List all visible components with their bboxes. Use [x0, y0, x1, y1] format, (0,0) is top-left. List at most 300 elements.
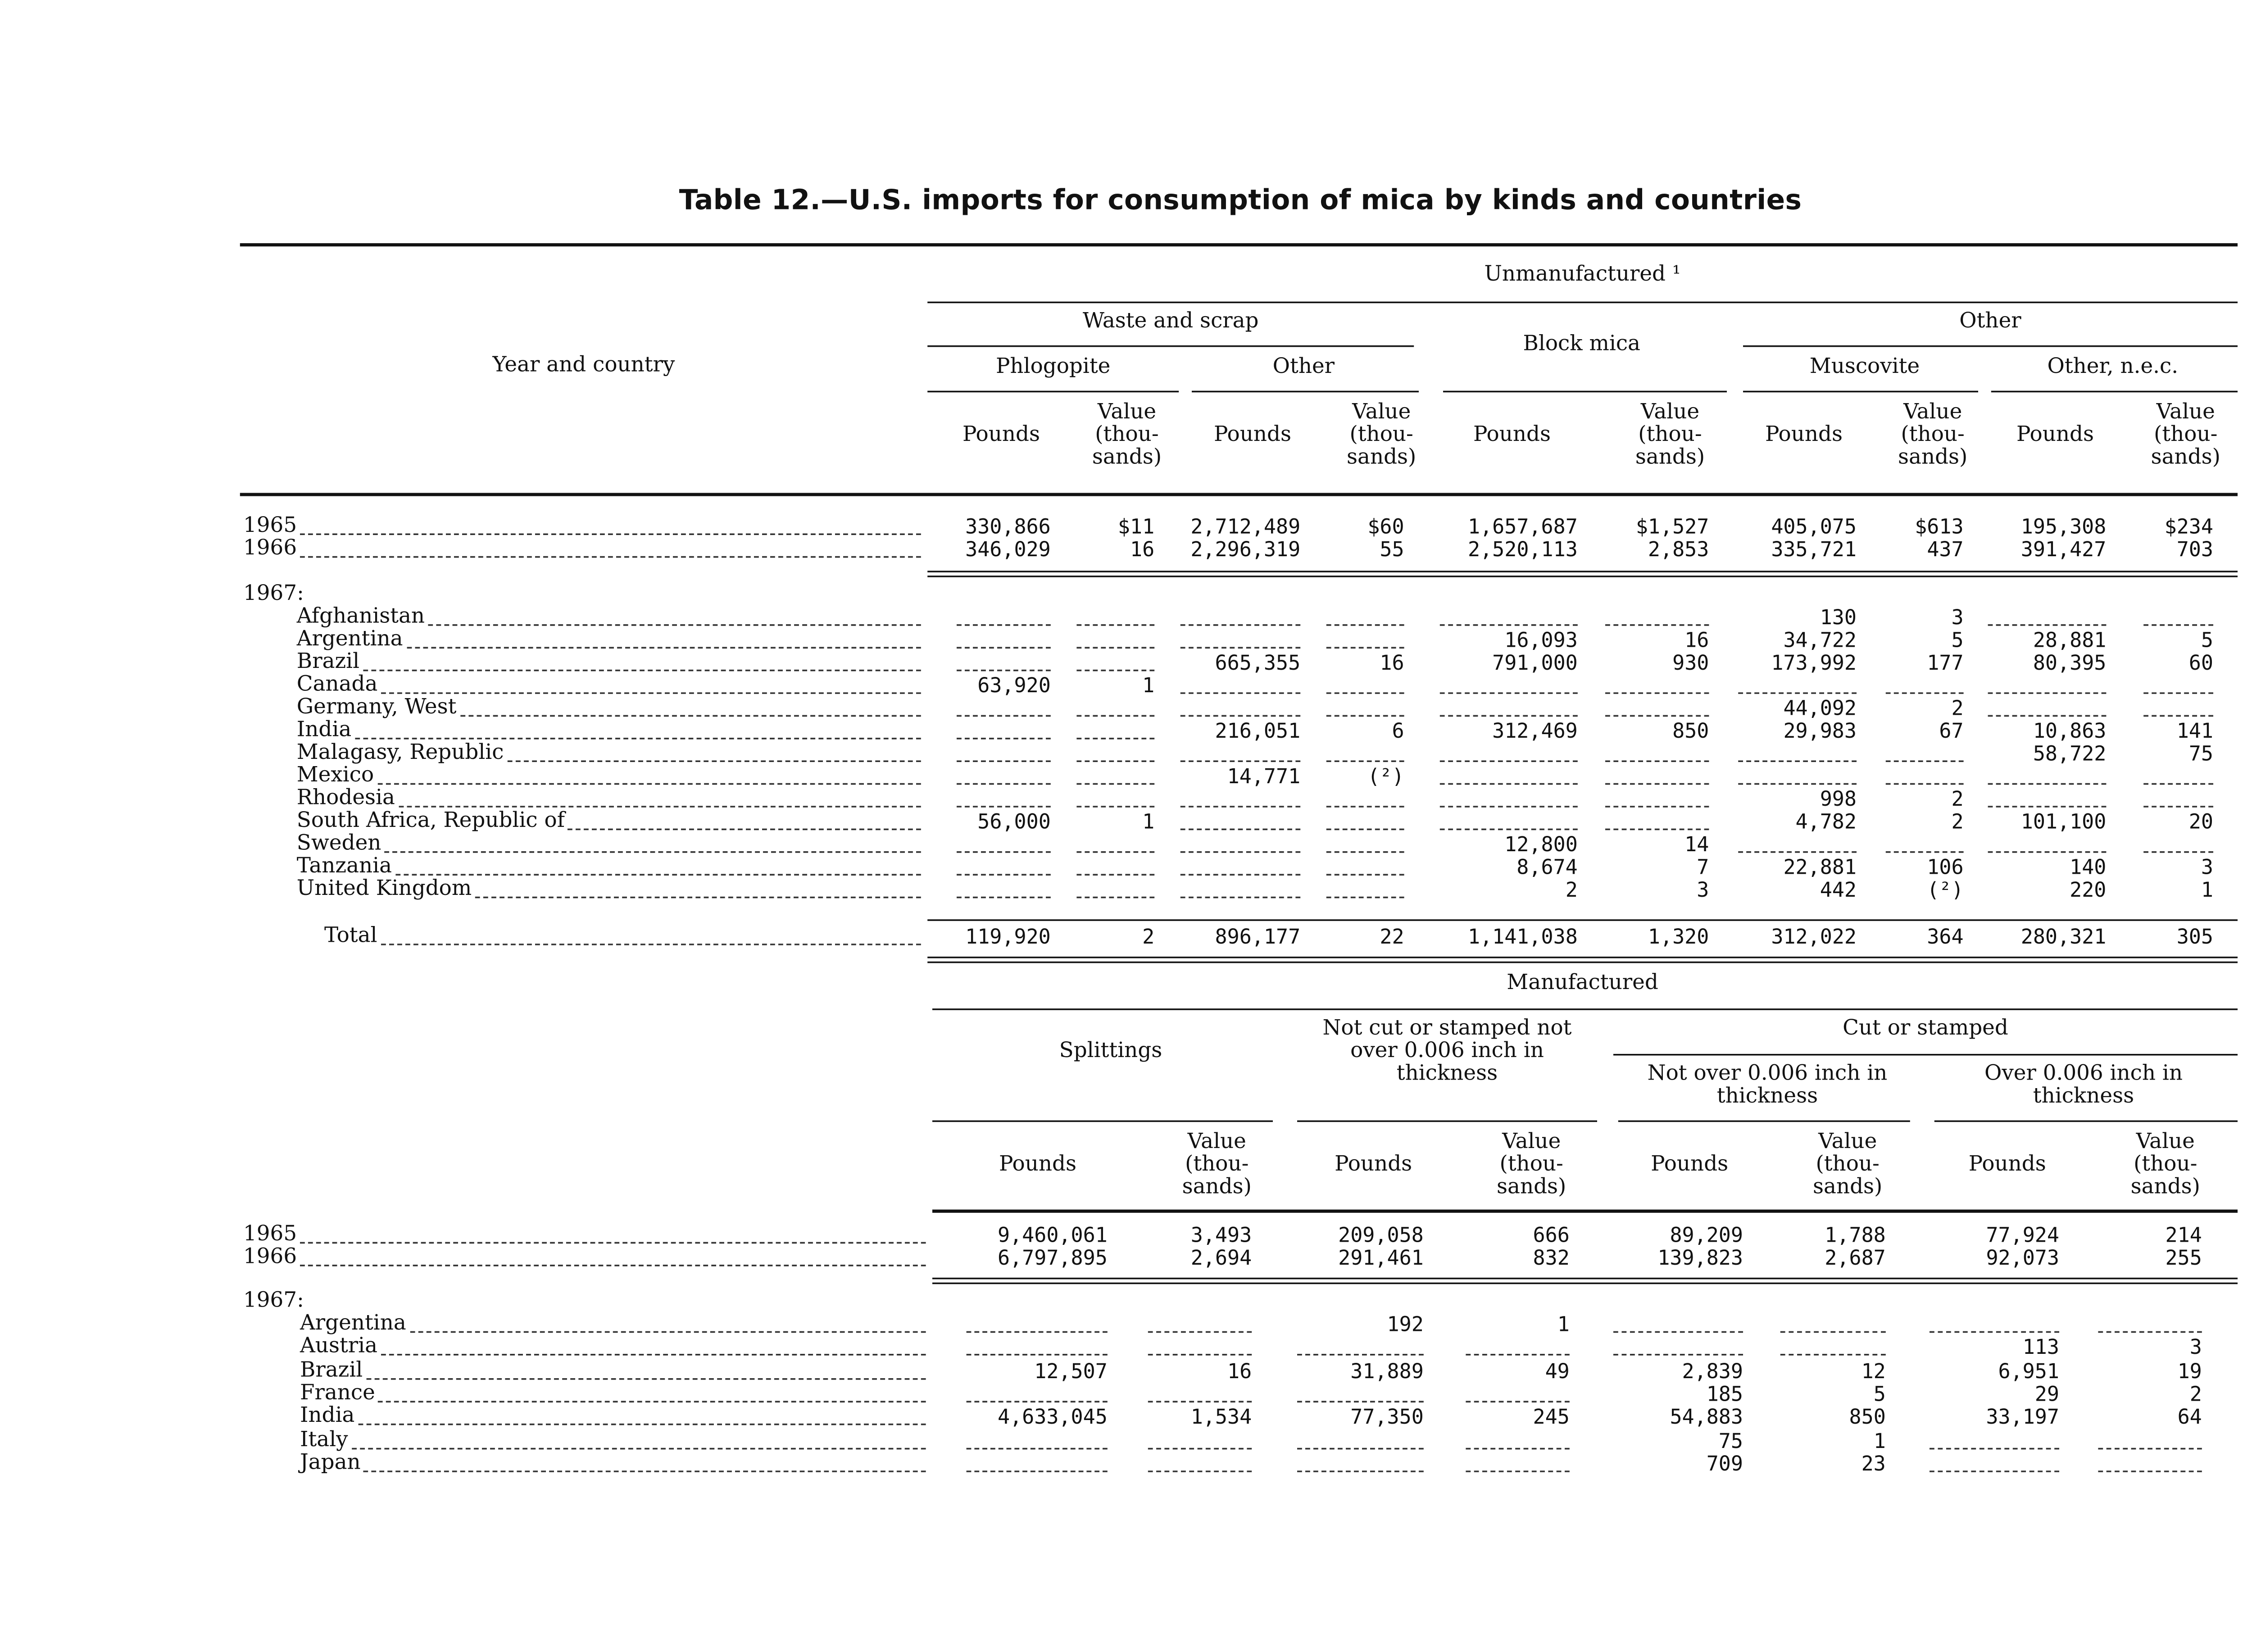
empty-cell-dashes: [957, 897, 1051, 899]
rule: [932, 1121, 1273, 1122]
table-cell: 832: [1533, 1245, 1570, 1270]
empty-cell-dashes: [1297, 1447, 1424, 1449]
table-cell: 12,507: [1034, 1358, 1108, 1383]
table-cell: 5: [2201, 627, 2213, 652]
rule: [932, 1210, 2238, 1213]
empty-cell-dashes: [1076, 897, 1154, 899]
table-cell: 437: [1927, 536, 1964, 561]
table-cell: 31,889: [1350, 1358, 1424, 1383]
header-over: Over 0.006 inch in thickness: [1984, 1062, 2183, 1109]
table-cell: 29,983: [1783, 718, 1857, 743]
table-cell: (²): [1927, 877, 1964, 902]
table-cell: 16: [1130, 536, 1155, 561]
empty-cell-dashes: [1780, 1331, 1886, 1333]
table-cell: 119,920: [965, 924, 1051, 949]
empty-cell-dashes: [2098, 1447, 2202, 1449]
table-cell: 2: [1142, 924, 1155, 949]
table-cell: 220: [2070, 877, 2107, 902]
table-cell: 330,866: [965, 514, 1051, 539]
table-cell: 80,395: [2033, 650, 2107, 675]
table-cell: 2,296,319: [1190, 536, 1301, 561]
table-cell: 896,177: [1215, 924, 1301, 949]
table-cell: 16: [1380, 650, 1404, 675]
table-cell: 54,883: [1670, 1404, 1743, 1429]
header-value: Value (thou- sands): [1182, 1130, 1252, 1200]
empty-cell-dashes: [1326, 851, 1404, 853]
leader-dots: [508, 760, 921, 762]
empty-cell-dashes: [957, 806, 1051, 808]
empty-cell-dashes: [967, 1447, 1108, 1449]
table-cell: 6: [1392, 718, 1404, 743]
empty-cell-dashes: [1440, 806, 1578, 808]
table-cell: 5: [1951, 627, 1964, 652]
table-cell: 442: [1820, 877, 1857, 902]
table-cell: 1: [1142, 809, 1155, 834]
header-unmanufactured: Unmanufactured ¹: [1484, 263, 1681, 287]
empty-cell-dashes: [1466, 1401, 1569, 1402]
table-cell: 12: [1861, 1358, 1886, 1383]
header-muscovite: Muscovite: [1809, 355, 1920, 380]
table-cell: 2,694: [1190, 1245, 1252, 1270]
empty-cell-dashes: [1326, 874, 1404, 876]
empty-cell-dashes: [2098, 1470, 2202, 1472]
table-cell: 4,782: [1795, 809, 1857, 834]
table-cell: 245: [1533, 1404, 1570, 1429]
table-cell: 291,461: [1338, 1245, 1424, 1270]
empty-cell-dashes: [1148, 1470, 1252, 1472]
empty-cell-dashes: [1886, 783, 1964, 785]
table-cell: 19: [2177, 1358, 2202, 1383]
empty-cell-dashes: [1440, 760, 1578, 762]
rule: [1743, 345, 2238, 347]
empty-cell-dashes: [1988, 783, 2107, 785]
empty-cell-dashes: [1440, 692, 1578, 694]
country-row-label: India: [300, 1404, 355, 1429]
double-rule: [932, 1278, 2238, 1284]
table-cell: 1,141,038: [1467, 924, 1578, 949]
empty-cell-dashes: [967, 1354, 1108, 1356]
empty-cell-dashes: [1180, 897, 1300, 899]
country-row-label: Sweden: [296, 831, 381, 856]
empty-cell-dashes: [1180, 624, 1300, 626]
empty-cell-dashes: [1930, 1447, 2059, 1449]
empty-cell-dashes: [1076, 760, 1154, 762]
top-rule: [240, 243, 2238, 246]
table-cell: 92,073: [1986, 1245, 2059, 1270]
header-not-over: Not over 0.006 inch in thickness: [1647, 1062, 1888, 1109]
table-cell: 44,092: [1783, 695, 1857, 720]
table-cell: 312,469: [1492, 718, 1578, 743]
header-value: Value (thou- sands): [2130, 1130, 2200, 1200]
table-cell: 6,951: [1998, 1358, 2059, 1383]
table-cell: 7: [1697, 854, 1709, 879]
empty-cell-dashes: [2143, 783, 2213, 785]
empty-cell-dashes: [2143, 692, 2213, 694]
country-row-label: Germany, West: [296, 695, 457, 720]
table-cell: 192: [1387, 1312, 1424, 1336]
empty-cell-dashes: [1440, 715, 1578, 717]
header-value: Value (thou- sands): [1813, 1130, 1883, 1200]
empty-cell-dashes: [2143, 624, 2213, 626]
table-cell: 101,100: [2020, 809, 2107, 834]
empty-cell-dashes: [1930, 1331, 2059, 1333]
header-pounds: Pounds: [1213, 423, 1292, 448]
header-other-nec: Other, n.e.c.: [2047, 355, 2179, 380]
table-cell: 335,721: [1771, 536, 1857, 561]
table-cell: 4,633,045: [997, 1404, 1108, 1429]
table-cell: 1: [1873, 1427, 1886, 1452]
leader-dots: [367, 1378, 926, 1380]
header-pounds: Pounds: [1651, 1153, 1729, 1177]
empty-cell-dashes: [1466, 1354, 1569, 1356]
rule: [1613, 1054, 2238, 1056]
empty-cell-dashes: [1780, 1354, 1886, 1356]
total-row-label: Total: [324, 924, 377, 949]
header-manufactured: Manufactured: [1507, 971, 1658, 996]
country-row-label: France: [300, 1381, 375, 1406]
table-cell: 185: [1706, 1381, 1743, 1406]
header-pounds: Pounds: [1473, 423, 1551, 448]
table-cell: 28,881: [2033, 627, 2107, 652]
empty-cell-dashes: [1180, 829, 1300, 831]
rule: [1934, 1121, 2238, 1122]
table-cell: 49: [1545, 1358, 1570, 1383]
table-cell: 12,800: [1504, 831, 1578, 856]
table-cell: 106: [1927, 854, 1964, 879]
empty-cell-dashes: [1988, 715, 2107, 717]
empty-cell-dashes: [1148, 1354, 1252, 1356]
empty-cell-dashes: [1613, 1354, 1743, 1356]
header-year-and-country: Year and country: [492, 353, 675, 378]
country-row-label: Brazil: [296, 650, 360, 675]
empty-cell-dashes: [1613, 1331, 1743, 1333]
year-1967-heading: 1967:: [243, 582, 304, 607]
table-cell: 22: [1380, 924, 1404, 949]
leader-dots: [381, 692, 921, 694]
table-cell: 364: [1927, 924, 1964, 949]
table-title: Table 12.—U.S. imports for consumption of mica by kinds and countries: [679, 185, 1802, 218]
leader-dots: [300, 556, 921, 558]
table-cell: 3: [1951, 604, 1964, 629]
year-row-label: 1966: [243, 536, 297, 561]
table-cell: $60: [1367, 514, 1404, 539]
table-cell: $613: [1915, 514, 1964, 539]
empty-cell-dashes: [957, 874, 1051, 876]
table-cell: 2: [2189, 1381, 2202, 1406]
empty-cell-dashes: [1076, 624, 1154, 626]
country-row-label: Afghanistan: [296, 604, 425, 629]
header-pounds: Pounds: [962, 423, 1040, 448]
year-row-label: 1966: [243, 1245, 297, 1270]
header-block-mica: Block mica: [1523, 332, 1641, 357]
table-cell: 113: [2022, 1334, 2059, 1359]
header-value: Value (thou- sands): [2151, 400, 2220, 470]
rule: [1297, 1121, 1597, 1122]
table-cell: 67: [1939, 718, 1964, 743]
double-rule: [927, 957, 2238, 963]
header-value: Value (thou- sands): [1497, 1130, 1566, 1200]
empty-cell-dashes: [1605, 760, 1709, 762]
table-cell: 1,657,687: [1467, 514, 1578, 539]
table-cell: 2,712,489: [1190, 514, 1301, 539]
table-cell: 10,863: [2033, 718, 2107, 743]
leader-dots: [410, 1331, 926, 1333]
empty-cell-dashes: [1326, 897, 1404, 899]
empty-cell-dashes: [1440, 829, 1578, 831]
leader-dots: [355, 738, 921, 740]
year-row-label: 1965: [243, 1222, 297, 1247]
empty-cell-dashes: [1180, 692, 1300, 694]
country-row-label: Italy: [300, 1427, 348, 1452]
table-cell: 89,209: [1670, 1222, 1743, 1247]
table-cell: 214: [2165, 1222, 2202, 1247]
empty-cell-dashes: [1466, 1447, 1569, 1449]
leader-dots: [378, 1401, 926, 1402]
table-cell: 77,350: [1350, 1404, 1424, 1429]
header-not-cut-or-stamped: Not cut or stamped not over 0.006 inch in thickness: [1322, 1017, 1572, 1086]
empty-cell-dashes: [1326, 647, 1404, 649]
table-cell: 1: [1142, 673, 1155, 697]
empty-cell-dashes: [1738, 692, 1857, 694]
table-cell: 20: [2188, 809, 2213, 834]
table-cell: 16: [1227, 1358, 1252, 1383]
table-cell: 63,920: [977, 673, 1051, 697]
table-cell: 3: [2201, 854, 2213, 879]
empty-cell-dashes: [1988, 851, 2107, 853]
table-cell: 177: [1927, 650, 1964, 675]
table-cell: 14: [1684, 831, 1709, 856]
header-pounds: Pounds: [1335, 1153, 1412, 1177]
empty-cell-dashes: [1180, 806, 1300, 808]
rule: [1743, 391, 1978, 393]
table-cell: 2: [1951, 695, 1964, 720]
table-cell: 930: [1672, 650, 1709, 675]
leader-dots: [300, 1242, 926, 1244]
table-cell: 666: [1533, 1222, 1570, 1247]
table-cell: 56,000: [977, 809, 1051, 834]
leader-dots: [352, 1447, 926, 1449]
empty-cell-dashes: [2143, 806, 2213, 808]
table-cell: 34,722: [1783, 627, 1857, 652]
table-cell: 209,058: [1338, 1222, 1424, 1247]
table-cell: 346,029: [965, 536, 1051, 561]
empty-cell-dashes: [1605, 692, 1709, 694]
table-cell: 998: [1820, 786, 1857, 811]
empty-cell-dashes: [1326, 806, 1404, 808]
total-rule: [927, 919, 2238, 921]
empty-cell-dashes: [1297, 1354, 1424, 1356]
table-cell: 2,839: [1682, 1358, 1743, 1383]
empty-cell-dashes: [1326, 692, 1404, 694]
header-value: Value (thou- sands): [1092, 400, 1162, 470]
table-cell: 16: [1684, 627, 1709, 652]
table-cell: 5: [1873, 1381, 1886, 1406]
empty-cell-dashes: [967, 1401, 1108, 1402]
empty-cell-dashes: [1180, 647, 1300, 649]
empty-cell-dashes: [1326, 715, 1404, 717]
table-cell: 216,051: [1215, 718, 1301, 743]
rule: [927, 302, 2238, 304]
empty-cell-dashes: [1148, 1447, 1252, 1449]
empty-cell-dashes: [1076, 851, 1154, 853]
empty-cell-dashes: [1326, 829, 1404, 831]
table-cell: 75: [2188, 741, 2213, 766]
table-cell: 23: [1861, 1451, 1886, 1475]
table-cell: 2,687: [1825, 1245, 1886, 1270]
table-cell: 3: [1697, 877, 1709, 902]
empty-cell-dashes: [1605, 783, 1709, 785]
leader-dots: [363, 1470, 926, 1472]
table-cell: 195,308: [2020, 514, 2107, 539]
empty-cell-dashes: [957, 624, 1051, 626]
table-cell: 173,992: [1771, 650, 1857, 675]
table-cell: 2,853: [1648, 536, 1709, 561]
country-row-label: United Kingdom: [296, 877, 472, 902]
table-cell: 2: [1951, 809, 1964, 834]
rule: [1618, 1121, 1910, 1122]
table-cell: 3: [2189, 1334, 2202, 1359]
leader-dots: [300, 1265, 926, 1266]
empty-cell-dashes: [1297, 1401, 1424, 1402]
table-cell: 29: [2034, 1381, 2059, 1406]
table-cell: 1,320: [1648, 924, 1709, 949]
table-cell: 709: [1706, 1451, 1743, 1475]
table-cell: 703: [2176, 536, 2213, 561]
leader-dots: [381, 1354, 926, 1356]
empty-cell-dashes: [1297, 1470, 1424, 1472]
empty-cell-dashes: [1326, 760, 1404, 762]
empty-cell-dashes: [1076, 647, 1154, 649]
table-cell: 791,000: [1492, 650, 1578, 675]
empty-cell-dashes: [2098, 1331, 2202, 1333]
table-cell: 1,534: [1190, 1404, 1252, 1429]
table-cell: $234: [2164, 514, 2213, 539]
header-pounds: Pounds: [1765, 423, 1843, 448]
table-cell: 280,321: [2020, 924, 2107, 949]
header-value: Value (thou- sands): [1898, 400, 1968, 470]
header-other: Other: [1272, 355, 1335, 380]
table-cell: 60: [2188, 650, 2213, 675]
table-cell: 9,460,061: [997, 1222, 1108, 1247]
leader-dots: [475, 897, 921, 899]
table-cell: 850: [1672, 718, 1709, 743]
empty-cell-dashes: [957, 851, 1051, 853]
rule: [927, 345, 1414, 347]
country-row-label: South Africa, Republic of: [296, 809, 565, 834]
table-cell: 64: [2177, 1404, 2202, 1429]
table-cell: 305: [2176, 924, 2213, 949]
table-cell: 58,722: [2033, 741, 2107, 766]
table-cell: 2: [1565, 877, 1578, 902]
header-pounds: Pounds: [2016, 423, 2094, 448]
table-cell: 1: [2201, 877, 2213, 902]
country-row-label: Canada: [296, 673, 378, 697]
header-value: Value (thou- sands): [1347, 400, 1417, 470]
header-value: Value (thou- sands): [1635, 400, 1705, 470]
header-pounds: Pounds: [999, 1153, 1077, 1177]
empty-cell-dashes: [1180, 851, 1300, 853]
table-cell: 75: [1718, 1427, 1743, 1452]
header-other-group: Other: [1959, 309, 2021, 334]
leader-dots: [378, 783, 921, 785]
table-cell: 1,788: [1825, 1222, 1886, 1247]
leader-dots: [363, 670, 921, 672]
leader-dots: [460, 715, 921, 717]
rule: [1443, 391, 1727, 393]
empty-cell-dashes: [1148, 1401, 1252, 1402]
table-cell: 33,197: [1986, 1404, 2059, 1429]
rule: [927, 391, 1179, 393]
empty-cell-dashes: [1738, 851, 1857, 853]
empty-cell-dashes: [1076, 874, 1154, 876]
empty-cell-dashes: [1988, 624, 2107, 626]
empty-cell-dashes: [1148, 1331, 1252, 1333]
table-cell: 77,924: [1986, 1222, 2059, 1247]
empty-cell-dashes: [1466, 1470, 1569, 1472]
table-cell: 255: [2165, 1245, 2202, 1270]
leader-dots: [359, 1424, 926, 1425]
leader-dots: [381, 944, 921, 945]
empty-cell-dashes: [1180, 874, 1300, 876]
empty-cell-dashes: [1076, 806, 1154, 808]
country-row-label: Argentina: [300, 1312, 406, 1336]
table-cell: 850: [1849, 1404, 1886, 1429]
table-cell: 1: [1557, 1312, 1570, 1336]
empty-cell-dashes: [1988, 692, 2107, 694]
table-cell: 16,093: [1504, 627, 1578, 652]
header-bottom-rule: [240, 493, 2238, 496]
empty-cell-dashes: [957, 715, 1051, 717]
header-phlogopite: Phlogopite: [996, 355, 1111, 380]
table-cell: 141: [2176, 718, 2213, 743]
table-cell: 391,427: [2020, 536, 2107, 561]
leader-dots: [568, 829, 921, 831]
header-cut-or-stamped: Cut or stamped: [1843, 1017, 2008, 1041]
empty-cell-dashes: [1886, 851, 1964, 853]
leader-dots: [407, 647, 921, 649]
empty-cell-dashes: [2143, 851, 2213, 853]
table-cell: 139,823: [1657, 1245, 1743, 1270]
table-cell: $11: [1117, 514, 1155, 539]
country-row-label: India: [296, 718, 352, 743]
empty-cell-dashes: [1076, 715, 1154, 717]
empty-cell-dashes: [1180, 760, 1300, 762]
leader-dots: [428, 624, 921, 626]
header-splittings: Splittings: [1059, 1039, 1162, 1064]
table-cell: $1,527: [1635, 514, 1709, 539]
table-cell: 665,355: [1215, 650, 1301, 675]
table-cell: 14,771: [1227, 763, 1301, 788]
country-row-label: Mexico: [296, 763, 374, 788]
header-waste-and-scrap: Waste and scrap: [1082, 309, 1259, 334]
table-cell: 8,674: [1516, 854, 1578, 879]
empty-cell-dashes: [967, 1470, 1108, 1472]
empty-cell-dashes: [1326, 624, 1404, 626]
country-row-label: Japan: [300, 1451, 361, 1475]
empty-cell-dashes: [1440, 624, 1578, 626]
table-cell: 22,881: [1783, 854, 1857, 879]
double-rule: [927, 571, 2238, 577]
empty-cell-dashes: [2143, 715, 2213, 717]
leader-dots: [399, 806, 921, 808]
empty-cell-dashes: [957, 783, 1051, 785]
country-row-label: Rhodesia: [296, 786, 395, 811]
leader-dots: [384, 851, 921, 853]
leader-dots: [395, 874, 921, 876]
country-row-label: Brazil: [300, 1358, 363, 1383]
empty-cell-dashes: [1180, 715, 1300, 717]
country-row-label: Argentina: [296, 627, 403, 652]
